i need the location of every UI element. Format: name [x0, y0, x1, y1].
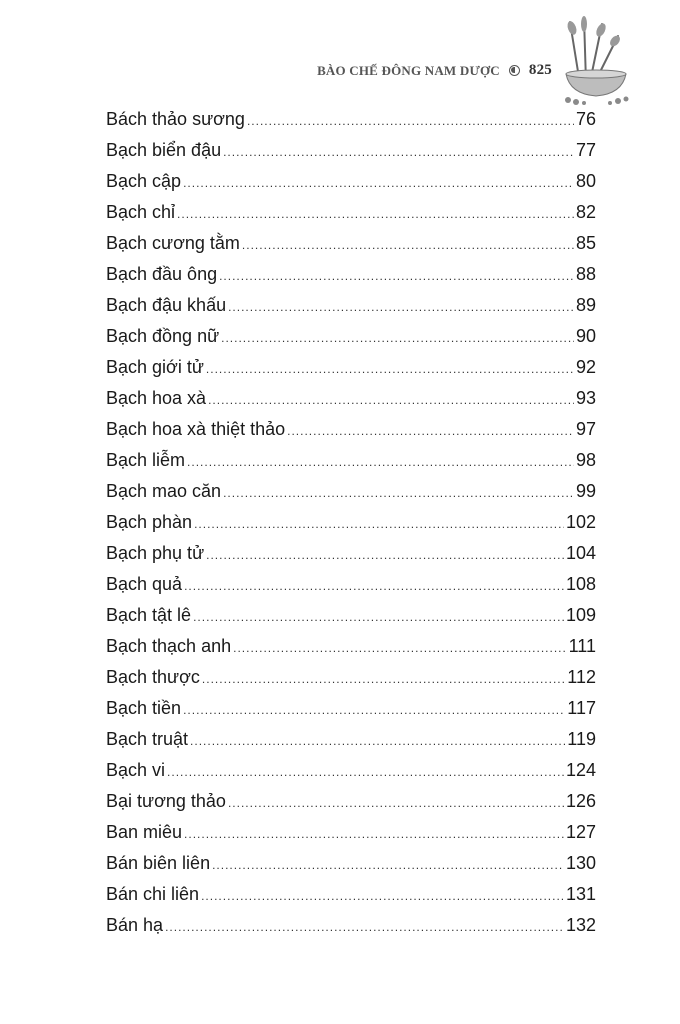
dot-leader [190, 734, 565, 748]
toc-entry [106, 450, 596, 481]
entry-title: Bạch phàn [106, 512, 193, 532]
entry-page: 90 [575, 326, 596, 346]
dot-leader [206, 362, 574, 376]
dot-leader [221, 331, 574, 345]
entry-title: Bạch hoa xà [106, 388, 207, 408]
herbs-mortar-icon [560, 14, 632, 106]
dot-leader [184, 579, 564, 593]
toc-entry [106, 295, 596, 326]
entry-title: Bán biên liên [106, 853, 211, 873]
entry-title: Bạch tật lê [106, 605, 192, 625]
toc-entry [106, 543, 596, 574]
dot-leader [206, 548, 564, 562]
table-of-contents [106, 109, 596, 946]
dot-leader [287, 424, 574, 438]
entry-page: 131 [565, 884, 596, 904]
entry-page: 126 [565, 791, 596, 811]
entry-page: 102 [565, 512, 596, 532]
entry-title: Bạch đầu ông [106, 264, 218, 284]
toc-entry [106, 822, 596, 853]
running-header [317, 62, 552, 79]
toc-entry [106, 915, 596, 946]
dot-leader [165, 920, 564, 934]
book-title: BÀO CHẾ ĐÔNG NAM DƯỢC [317, 62, 500, 78]
entry-page: 132 [565, 915, 596, 935]
toc-entry [106, 388, 596, 419]
dot-leader [219, 269, 574, 283]
toc-entry [106, 109, 596, 140]
dot-leader [183, 176, 574, 190]
page-number: 825 [528, 62, 552, 78]
entry-title: Bạch đậu khấu [106, 295, 227, 315]
dot-leader [193, 610, 564, 624]
dot-leader [187, 455, 574, 469]
dot-leader [247, 114, 574, 128]
toc-entry [106, 264, 596, 295]
dot-leader [202, 672, 565, 686]
toc-entry [106, 140, 596, 171]
toc-entry [106, 760, 596, 791]
entry-title: Bạch phụ tử [106, 543, 205, 563]
toc-entry [106, 357, 596, 388]
entry-page: 112 [567, 667, 596, 687]
toc-entry [106, 667, 596, 698]
entry-title: Bạch giới tử [106, 357, 204, 377]
entry-page: 93 [575, 388, 596, 408]
toc-entry [106, 884, 596, 915]
entry-page: 130 [565, 853, 596, 873]
entry-page: 119 [567, 729, 596, 749]
entry-page: 92 [575, 357, 596, 377]
toc-entry [106, 636, 596, 667]
dot-leader [228, 300, 574, 314]
dot-leader [177, 207, 574, 221]
dot-leader [183, 703, 565, 717]
entry-title: Bạch vi [106, 760, 166, 780]
dot-leader [208, 393, 574, 407]
entry-title: Bạch thược [106, 667, 200, 687]
entry-title: Bách thảo sương [106, 109, 245, 129]
toc-entry [106, 171, 596, 202]
entry-title: Bạch truật [106, 729, 189, 749]
entry-title: Bán chi liên [106, 884, 200, 904]
entry-page: 99 [575, 481, 596, 501]
dot-leader [242, 238, 574, 252]
toc-entry [106, 605, 596, 636]
entry-page: 111 [568, 636, 596, 656]
dot-leader [223, 145, 574, 159]
entry-page: 98 [575, 450, 596, 470]
entry-page: 85 [575, 233, 596, 253]
dot-leader [201, 889, 564, 903]
entry-page: 127 [565, 822, 596, 842]
entry-title: Bạch liễm [106, 450, 186, 470]
entry-page: 82 [575, 202, 596, 222]
toc-entry [106, 791, 596, 822]
toc-entry [106, 326, 596, 357]
entry-title: Bạch đồng nữ [106, 326, 220, 346]
entry-title: Ban miêu [106, 822, 183, 842]
dot-leader [184, 827, 564, 841]
entry-title: Bạch thạch anh [106, 636, 232, 656]
dot-leader [167, 765, 564, 779]
entry-page: 117 [567, 698, 596, 718]
dot-leader [223, 486, 574, 500]
dot-leader [212, 858, 564, 872]
entry-title: Bạch cương tằm [106, 233, 240, 253]
entry-page: 88 [575, 264, 596, 284]
entry-title: Bạch quả [106, 574, 183, 594]
entry-title: Bại tương thảo [106, 791, 226, 811]
entry-title: Bạch cập [106, 171, 182, 191]
entry-title: Bán hạ [106, 915, 164, 935]
toc-entry [106, 419, 596, 450]
entry-title: Bạch tiền [106, 698, 182, 718]
yin-yang-icon [509, 65, 520, 76]
entry-page: 77 [575, 140, 596, 160]
toc-entry [106, 233, 596, 264]
toc-entry [106, 481, 596, 512]
dot-leader [194, 517, 564, 531]
entry-page: 104 [565, 543, 596, 563]
entry-page: 97 [575, 419, 596, 439]
entry-page: 80 [575, 171, 596, 191]
entry-title: Bạch chỉ [106, 202, 176, 222]
entry-page: 76 [575, 109, 596, 129]
entry-title: Bạch biển đậu [106, 140, 222, 160]
entry-title: Bạch hoa xà thiệt thảo [106, 419, 286, 439]
entry-page: 109 [565, 605, 596, 625]
entry-page: 108 [565, 574, 596, 594]
toc-entry [106, 512, 596, 543]
dot-leader [233, 641, 567, 655]
entry-page: 124 [565, 760, 596, 780]
toc-entry [106, 698, 596, 729]
toc-entry [106, 574, 596, 605]
entry-title: Bạch mao căn [106, 481, 222, 501]
toc-entry [106, 853, 596, 884]
entry-page: 89 [575, 295, 596, 315]
toc-entry [106, 729, 596, 760]
toc-entry [106, 202, 596, 233]
dot-leader [228, 796, 564, 810]
